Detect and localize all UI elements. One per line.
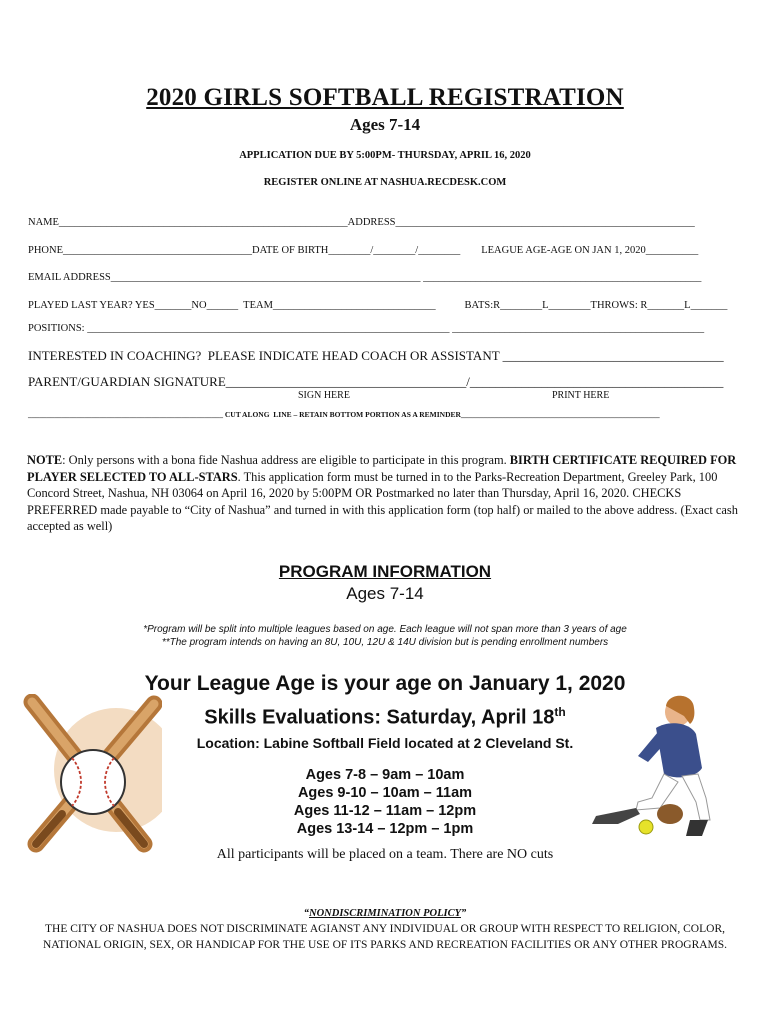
email-field[interactable]: EMAIL ADDRESS___________________________________________________________ _____________________________________________________ xyxy=(28,272,702,283)
note-bold-text: BIRTH CERTIFICATE REQUIRED FOR PLAYER SELECTED TO ALL-STARS xyxy=(27,453,737,484)
league-age-heading: Your League Age is your age on January 1, 2020 xyxy=(144,672,626,695)
policy-title-open-quote: “ xyxy=(303,908,309,919)
coaching-field[interactable]: INTERESTED IN COACHING? PLEASE INDICATE HEAD COACH OR ASSISTANT __________________________________ xyxy=(28,348,724,363)
note-paragraph xyxy=(27,452,743,535)
positions-field[interactable]: POSITIONS: _____________________________________________________________________ ________________________________________________ xyxy=(28,323,705,334)
program-ages: Ages 7-14 xyxy=(346,584,424,603)
skills-superscript: th xyxy=(554,705,566,719)
participants-statement: All participants will be placed on a team. There are NO cuts xyxy=(216,847,554,862)
sign-here-label: SIGN HERE xyxy=(298,390,350,401)
note-text-1: : Only persons with a bona fide Nashua address are eligible to participate in this program. xyxy=(62,453,510,467)
schedule-row: Ages 11-12 – 11am – 12pm xyxy=(293,803,477,819)
location-line: Location: Labine Softball Field located at 2 Cleveland St. xyxy=(196,735,574,751)
page-title: 2020 GIRLS SOFTBALL REGISTRATION xyxy=(146,84,624,111)
policy-title-close-quote: ” xyxy=(460,908,467,919)
page-subtitle: Ages 7-14 xyxy=(349,115,421,134)
policy-title-text: NONDISCRIMINATION POLICY xyxy=(309,908,461,919)
name-address-field[interactable]: NAME_______________________________________________________ADDRESS_________________________________________________________ xyxy=(28,217,695,228)
note-label: NOTE xyxy=(27,453,63,467)
program-title: PROGRAM INFORMATION xyxy=(278,562,492,581)
ball-icon xyxy=(639,820,653,834)
softball-player-illustration xyxy=(578,690,728,840)
print-here-label: PRINT HERE xyxy=(552,390,610,401)
phone-dob-field[interactable]: PHONE____________________________________DATE OF BIRTH________/________/________ LEAGUE AGE-AGE ON JAN 1, 2020__________ xyxy=(28,245,699,256)
note-text-2: . This application form must be turned in to the Parks-Recreation Department, Greeley Park, 100 Concord Street, Nashua, NH 03064 on April 16, 2020 by 5:00PM OR Postmarked no later than Thursday, April 16, 2020. CHECKS PREFERRED made payable to “City of Nashua” and turned in with this application form (top half) or mailed to the above address. (Exact cash accepted as well) xyxy=(27,469,738,533)
bats-and-ball-illustration xyxy=(22,694,162,862)
schedule-row: Ages 13-14 – 12pm – 1pm xyxy=(296,821,474,837)
played-team-field[interactable]: PLAYED LAST YEAR? YES_______NO______ TEAM_______________________________ BATS:R________L________THROWS: R_______L_______ xyxy=(28,300,728,311)
softball-icon xyxy=(61,750,125,814)
due-date-notice: APPLICATION DUE BY 5:00PM- THURSDAY, APRIL 16, 2020 xyxy=(239,150,531,161)
register-online-notice: REGISTER ONLINE AT NASHUA.RECDESK.COM xyxy=(263,177,507,188)
skills-text: Skills Evaluations: Saturday, April 18 xyxy=(204,706,555,729)
cut-line: ____________________________________________________ CUT ALONG LINE – RETAIN BOTTOM PORTION AS A REMINDER_____________________________________________________ xyxy=(28,410,660,419)
policy-title xyxy=(0,908,770,919)
schedule-row: Ages 9-10 – 10am – 11am xyxy=(297,785,473,801)
player-figure-icon xyxy=(592,696,710,836)
schedule-row: Ages 7-8 – 9am – 10am xyxy=(305,767,465,783)
policy-body: THE CITY OF NASHUA DOES NOT DISCRIMINATE AGIANST ANY INDIVIDUAL OR GROUP WITH RESPECT TO RELIGION, COLOR, NATIONAL ORIGIN, SEX, OR HANDICAP FOR THE USE OF ITS PARKS AND RECREATION FACILITIES OR ANY OTHER PROGRAMS. xyxy=(42,923,728,951)
program-note-1: *Program will be split into multiple leagues based on age. Each league will not span more than 3 years of age xyxy=(143,624,627,635)
program-note-2: **The program intends on having an 8U, 10U, 12U & 14U division but is pending enrollment numbers xyxy=(161,637,609,648)
signature-field[interactable]: PARENT/GUARDIAN SIGNATURE_____________________________________/_______________________________________ xyxy=(28,374,724,389)
